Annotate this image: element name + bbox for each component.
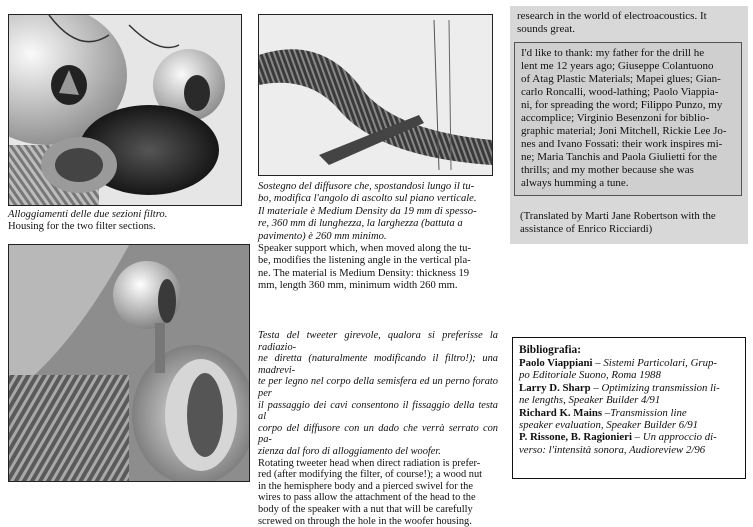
bibliography-work: ne lengths, Speaker Builder 4/91: [519, 394, 660, 406]
bibliography-work: po Editoriale Suono, Roma 1988: [519, 369, 661, 381]
caption-filters-italian: Alloggiamenti delle due sezioni filtro.: [8, 209, 243, 221]
bibliography-work: Un approccio di-: [643, 431, 717, 443]
caption-line: il passaggio dei cavi consentono il fissaggio della testa al: [258, 400, 498, 423]
bibliography-dash: –: [602, 407, 610, 419]
bibliography-work: Sistemi Particolari, Grup-: [603, 357, 717, 369]
bibliography-title: Bibliografia:: [519, 344, 743, 357]
bibliography-line: [519, 382, 743, 394]
bibliography-dash: –: [591, 382, 602, 394]
caption-filters: [8, 209, 243, 234]
translation-credit: [520, 210, 746, 236]
caption-support-italian: [258, 181, 504, 243]
bibliography-line: [519, 431, 743, 443]
speaker-support-photo: [258, 14, 493, 176]
bibliography-line: [519, 357, 743, 369]
caption-support: [258, 181, 504, 293]
thanks-text: [521, 47, 737, 190]
caption-line: red (after modifying the filter, of course!); a wood nut: [258, 469, 498, 481]
caption-line: corpo del diffusore con un dado che verrà serrato con pa-: [258, 423, 498, 446]
caption-line: pavimento) è 260 mm minimo.: [258, 231, 504, 243]
caption-line: Rotating tweeter head when direct radiation is prefer-: [258, 458, 498, 470]
bibliography-author: Larry D. Sharp: [519, 382, 591, 394]
thanks-line: ne; Maria Tanchis and Paola Giulietti for the: [521, 151, 737, 164]
intro-line: research in the world of electroacoustics. It: [517, 10, 745, 23]
thanks-line: carlo Roncalli, wood-lathing; Paolo Viappia-: [521, 86, 737, 99]
caption-line: body of the speaker with a nut that will be carefully: [258, 504, 498, 516]
caption-line: ne. The material is Medium Density: thickness 19: [258, 268, 504, 280]
bibliography-dash: –: [632, 431, 643, 443]
bibliography-author: Richard K. Mains: [519, 407, 602, 419]
caption-line: Testa del tweeter girevole, qualora si preferisse la radiazio-: [258, 330, 498, 353]
caption-line: in the hemisphere body and a pierced swivel for the: [258, 481, 498, 493]
bibliography-dash: –: [593, 357, 604, 369]
thanks-line: lent me 12 years ago; Giuseppe Colantuono: [521, 60, 737, 73]
thanks-line: graphic material; Joni Mitchell, Rickie Lee Jo-: [521, 125, 737, 138]
bibliography-line: [519, 444, 743, 456]
caption-line: ne diretta (naturalmente modificando il filtro!); una madrevi-: [258, 353, 498, 376]
intro-text: [517, 10, 745, 36]
caption-line: Il materiale è Medium Density da 19 mm di spesso-: [258, 206, 504, 218]
thanks-line: of Atag Plastic Materials; Mapei glues; Gian-: [521, 73, 737, 86]
tweeter-head-photo: [8, 244, 250, 482]
translation-line: (Translated by Marti Jane Robertson with the: [520, 210, 746, 223]
tweeter-head-photo-drawing: [9, 245, 249, 481]
caption-support-english: [258, 243, 504, 293]
acknowledgement-panel: [510, 6, 748, 244]
bibliography-line: [519, 394, 743, 406]
bibliography-author: Paolo Viappiani: [519, 357, 593, 369]
caption-line: mm, length 360 mm, minimum width 260 mm.: [258, 280, 504, 292]
bibliography-author: P. Rissone, B. Ragionieri: [519, 431, 632, 443]
bibliography-line: [519, 369, 743, 381]
caption-tweeter: [258, 330, 498, 527]
thanks-line: nes and Ivano Fossati: their work inspires mi-: [521, 138, 737, 151]
speaker-support-photo-drawing: [259, 15, 492, 175]
caption-tweeter-english: [258, 458, 498, 527]
caption-line: bo, modifica l'angolo di ascolto sul piano verticale.: [258, 193, 504, 205]
caption-line: screwed on through the hole in the woofer housing.: [258, 516, 498, 527]
caption-line: Sostegno del diffusore che, spostandosi lungo il tu-: [258, 181, 504, 193]
thanks-line: ni, for spreading the word; Filippo Punzo, my: [521, 99, 737, 112]
caption-line: wires to pass allow the attachment of the head to the: [258, 492, 498, 504]
bibliography-line: [519, 419, 743, 431]
bibliography-box: [512, 337, 746, 479]
caption-tweeter-italian: [258, 330, 498, 458]
bibliography-work: Transmission line: [610, 407, 687, 419]
caption-line: Speaker support which, when moved along the tu-: [258, 243, 504, 255]
thanks-line: accomplice; Virginio Besenzoni for biblio-: [521, 112, 737, 125]
thanks-box: [514, 42, 742, 196]
filter-housing-photo-drawing: [9, 15, 241, 205]
caption-line: be, modifies the listening angle in the vertical pla-: [258, 255, 504, 267]
caption-line: re, 360 mm di lunghezza, la larghezza (battuta a: [258, 218, 504, 230]
filter-housing-photo: [8, 14, 242, 206]
caption-line: zienza dal foro di alloggiamento del woofer.: [258, 446, 498, 458]
thanks-line: I'd like to thank: my father for the drill he: [521, 47, 737, 60]
bibliography-work: speaker evaluation, Speaker Builder 6/91: [519, 419, 698, 431]
bibliography-work: verso: l'intensità sonora, Audioreview 2/96: [519, 444, 705, 456]
intro-line: sounds great.: [517, 23, 745, 36]
bibliography-work: Optimizing transmission li-: [601, 382, 719, 394]
caption-line: te per legno nel corpo della semisfera ed un perno forato per: [258, 376, 498, 399]
translation-line: assistance of Enrico Ricciardi): [520, 223, 746, 236]
thanks-line: thrills; and my mother because she was: [521, 164, 737, 177]
bibliography-line: [519, 407, 743, 419]
thanks-line: always humming a tune.: [521, 177, 737, 190]
caption-filters-english: Housing for the two filter sections.: [8, 221, 243, 233]
